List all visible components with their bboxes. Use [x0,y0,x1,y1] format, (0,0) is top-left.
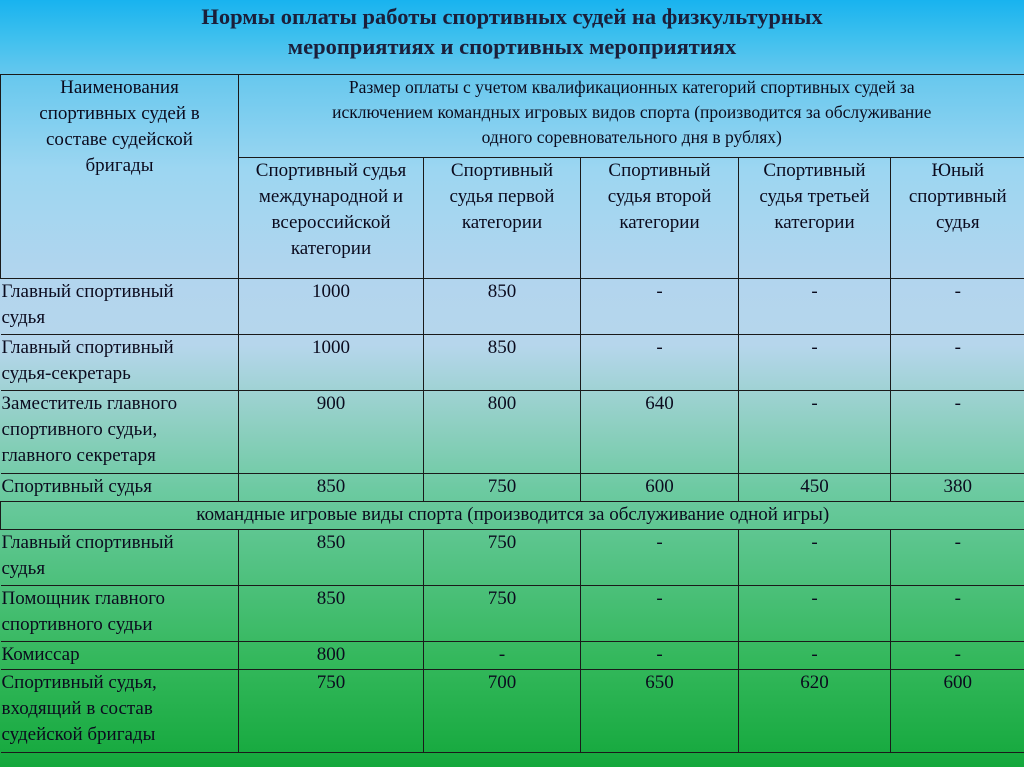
value-cell: 850 [424,335,581,391]
row-name-cell: Заместитель главного спортивного судьи, главного секретаря [1,391,239,474]
table-row [1,586,1024,642]
value-cell: - [891,279,1024,335]
title-line-1: Нормы оплаты работы спортивных судей на физкультурных [201,4,823,29]
team-sports-section-label: командные игровые виды спорта (производится за обслуживание одной игры) [1,502,1024,530]
row-name-cell: Главный спортивный судья [1,530,239,586]
title-line-2: мероприятиях и спортивных мероприятиях [287,34,737,59]
value-cell: 450 [739,474,891,502]
value-cell: 620 [739,670,891,753]
row-name-cell: Комиссар [1,642,239,670]
header-category-junior: Юный спортивный судья [891,158,1024,279]
header-category-first: Спортивный судья первой категории [424,158,581,279]
value-cell: 750 [239,670,424,753]
table-row [1,335,1024,391]
row-name-cell: Главный спортивный судья-секретарь [1,335,239,391]
table-row [1,391,1024,474]
value-cell: - [891,530,1024,586]
value-cell: - [891,335,1024,391]
value-cell: 750 [424,586,581,642]
value-cell: - [739,279,891,335]
value-cell: - [739,586,891,642]
table-row [1,279,1024,335]
section-row [1,502,1024,530]
value-cell: - [424,642,581,670]
table-row [1,474,1024,502]
header-judge-names: Наименования спортивных судей в составе судейской бригады [1,75,239,279]
value-cell: 850 [239,474,424,502]
header-category-second: Спортивный судья второй категории [581,158,739,279]
row-name-cell: Помощник главного спортивного судьи [1,586,239,642]
page-title [0,2,1024,62]
table-row [1,642,1024,670]
value-cell: 850 [424,279,581,335]
row-name-cell: Спортивный судья [1,474,239,502]
value-cell: 600 [891,670,1024,753]
table-row [1,670,1024,753]
value-cell: - [891,642,1024,670]
row-name-cell: Главный спортивный судья [1,279,239,335]
value-cell: 750 [424,530,581,586]
value-cell: 750 [424,474,581,502]
value-cell: 380 [891,474,1024,502]
value-cell: 900 [239,391,424,474]
table-row [1,530,1024,586]
value-cell: 850 [239,586,424,642]
value-cell: - [891,391,1024,474]
value-cell: - [739,335,891,391]
value-cell: 850 [239,530,424,586]
value-cell: - [739,391,891,474]
header-category-international: Спортивный судья международной и всероссийской категории [239,158,424,279]
header-row-1 [1,75,1024,158]
value-cell: - [739,642,891,670]
value-cell: - [581,642,739,670]
value-cell: 650 [581,670,739,753]
value-cell: - [891,586,1024,642]
row-name-cell: Спортивный судья, входящий в состав судейской бригады [1,670,239,753]
value-cell: 1000 [239,279,424,335]
value-cell: - [581,335,739,391]
header-payment-size: Размер оплаты с учетом квалификационных категорий спортивных судей за исключением командных игровых видов спорта (производится за обслуживание одного соревновательного дня в рублях) [239,75,1024,158]
value-cell: - [581,530,739,586]
value-cell: 600 [581,474,739,502]
value-cell: - [581,586,739,642]
value-cell: 700 [424,670,581,753]
header-category-third: Спортивный судья третьей категории [739,158,891,279]
value-cell: 640 [581,391,739,474]
payment-norms-table [0,74,1024,753]
value-cell: 1000 [239,335,424,391]
value-cell: - [739,530,891,586]
value-cell: 800 [239,642,424,670]
value-cell: 800 [424,391,581,474]
value-cell: - [581,279,739,335]
